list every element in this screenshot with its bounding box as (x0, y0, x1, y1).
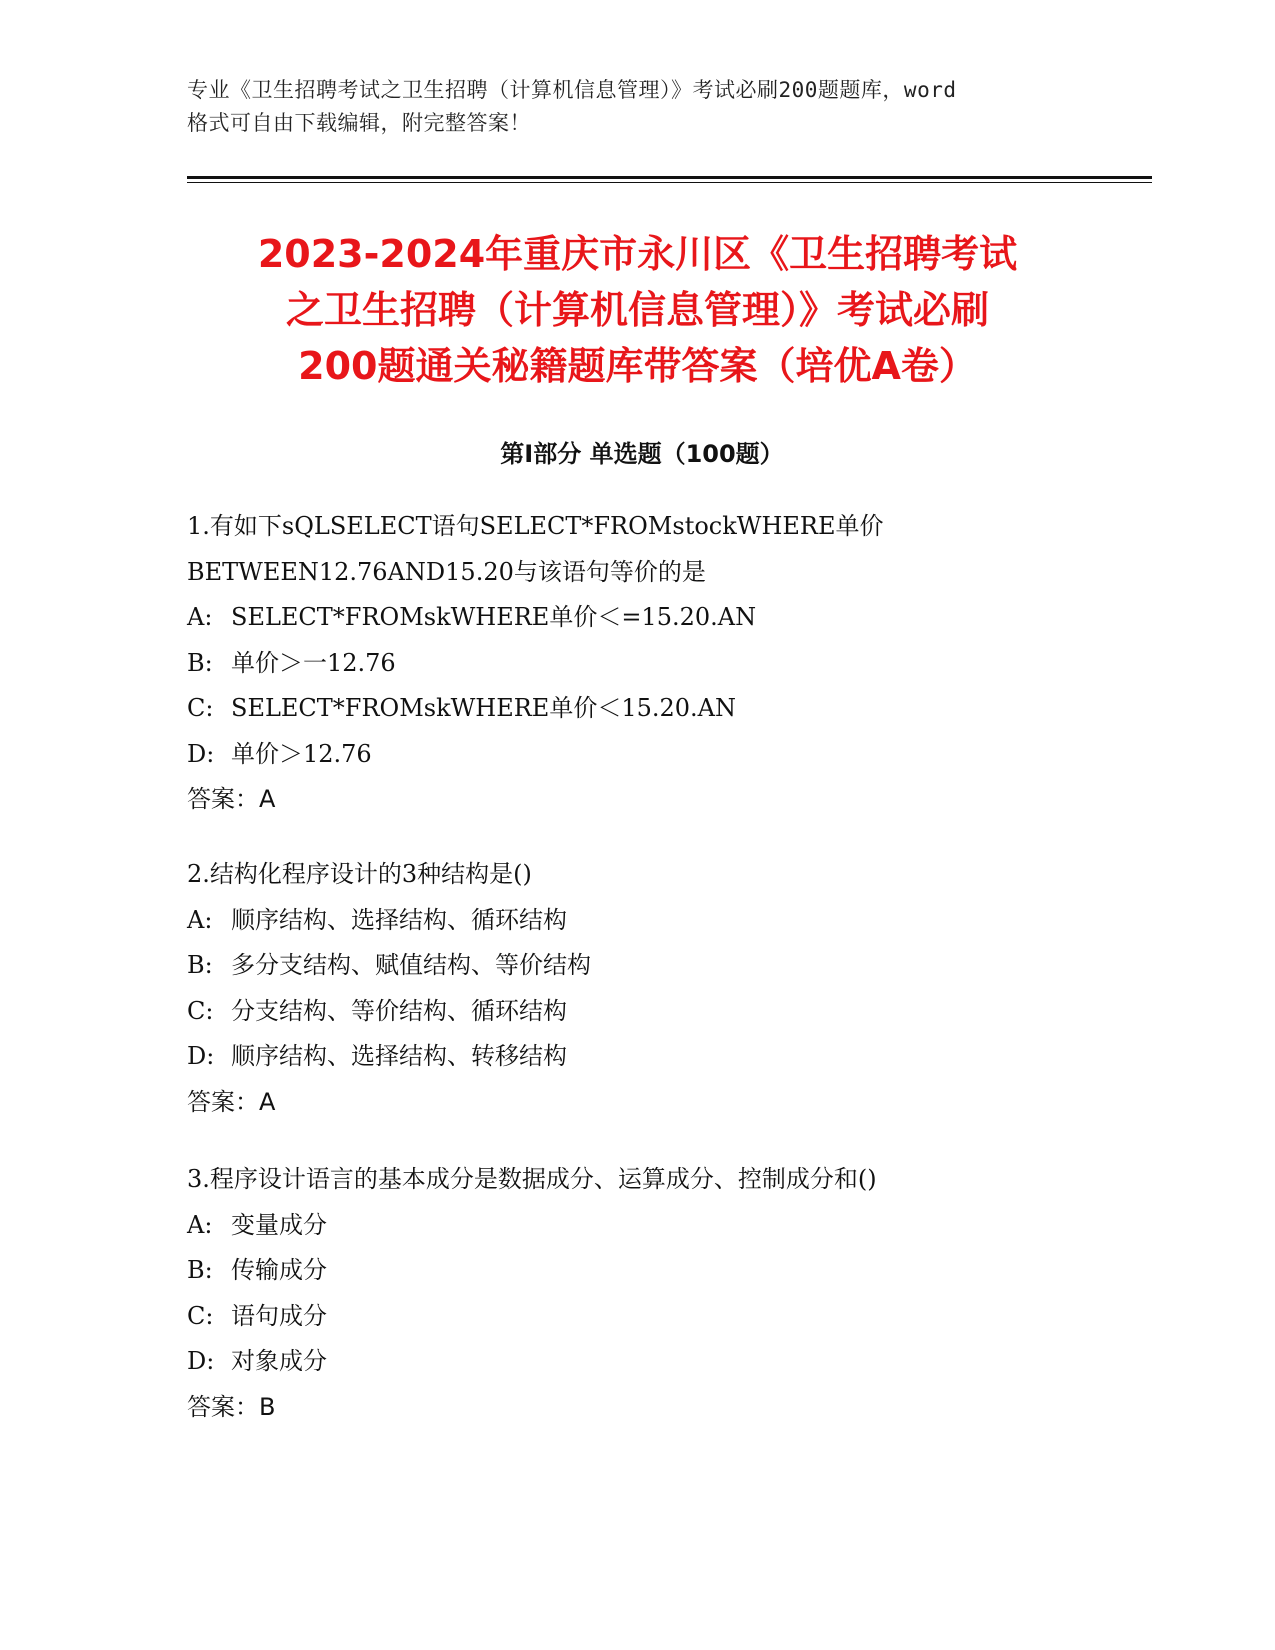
option-letter: A: (187, 603, 213, 631)
option-letter: D: (187, 1042, 215, 1070)
option-text: 分支结构、等价结构、循环结构 (231, 996, 567, 1025)
option-letter: C: (187, 694, 214, 722)
option-b (187, 943, 1087, 989)
option-letter: B: (187, 648, 213, 677)
header-note-line-2: 格式可自由下载编辑，附完整答案！ (187, 111, 531, 135)
option-text: 对象成分 (231, 1347, 327, 1375)
option-text: 变量成分 (231, 1210, 327, 1239)
option-letter: B: (187, 1256, 213, 1284)
document-title (180, 226, 1095, 394)
option-text: 语句成分 (231, 1301, 327, 1330)
option-c (187, 686, 1087, 732)
option-a (187, 1203, 1087, 1249)
option-c (187, 989, 1087, 1035)
option-text: 传输成分 (231, 1256, 327, 1284)
option-text: 多分支结构、赋值结构、等价结构 (231, 951, 591, 979)
header-divider-thin (187, 182, 1152, 183)
answer: 答案：A (187, 785, 276, 813)
option-letter: A: (187, 905, 213, 934)
option-text: SELECT*FROMskWHERE单价＜=15.20.AN (231, 603, 757, 631)
answer: 答案：B (187, 1392, 276, 1421)
option-a (187, 898, 1087, 944)
option-letter: B: (187, 951, 213, 979)
option-c (187, 1294, 1087, 1340)
document-title-line-3: 200题通关秘籍题库带答案（培优A卷） (298, 344, 977, 388)
option-letter: C: (187, 996, 214, 1025)
option-d (187, 732, 1087, 778)
question-stem: 1.有如下sQLSELECT语句SELECT*FROMstockWHERE单价 (187, 512, 884, 540)
answer: 答案：A (187, 1087, 276, 1116)
document-title-line-1: 2023-2024年重庆市永川区《卫生招聘考试 (257, 232, 1018, 276)
question-3 (187, 1157, 1087, 1430)
header-note-line-1: 专业《卫生招聘考试之卫生招聘（计算机信息管理）》考试必刷200题题库，word (187, 78, 957, 102)
option-text: SELECT*FROMskWHERE单价＜15.20.AN (231, 694, 736, 722)
header-divider-thick (187, 176, 1152, 179)
option-text: 顺序结构、选择结构、循环结构 (231, 905, 567, 934)
option-letter: C: (187, 1301, 214, 1330)
header-note (187, 74, 1087, 140)
option-letter: D: (187, 1347, 215, 1375)
question-1 (187, 504, 1087, 823)
question-stem: 3.程序设计语言的基本成分是数据成分、运算成分、控制成分和() (187, 1165, 877, 1193)
option-a (187, 595, 1087, 641)
option-d (187, 1034, 1087, 1080)
option-text: 单价＞12.76 (231, 739, 372, 768)
document-title-line-2: 之卫生招聘（计算机信息管理）》考试必刷 (285, 288, 989, 332)
option-b (187, 641, 1087, 687)
question-2 (187, 852, 1087, 1125)
option-b (187, 1248, 1087, 1294)
question-stem-continued: BETWEEN12.76AND15.20与该语句等价的是 (187, 557, 706, 586)
option-letter: D: (187, 739, 215, 768)
option-letter: A: (187, 1210, 213, 1239)
option-d (187, 1339, 1087, 1385)
option-text: 顺序结构、选择结构、转移结构 (231, 1042, 567, 1070)
option-text: 单价＞一12.76 (231, 648, 396, 677)
section-heading: 第Ⅰ部分 单选题（100题） (500, 440, 784, 468)
question-stem: 2.结构化程序设计的3种结构是() (187, 860, 532, 888)
